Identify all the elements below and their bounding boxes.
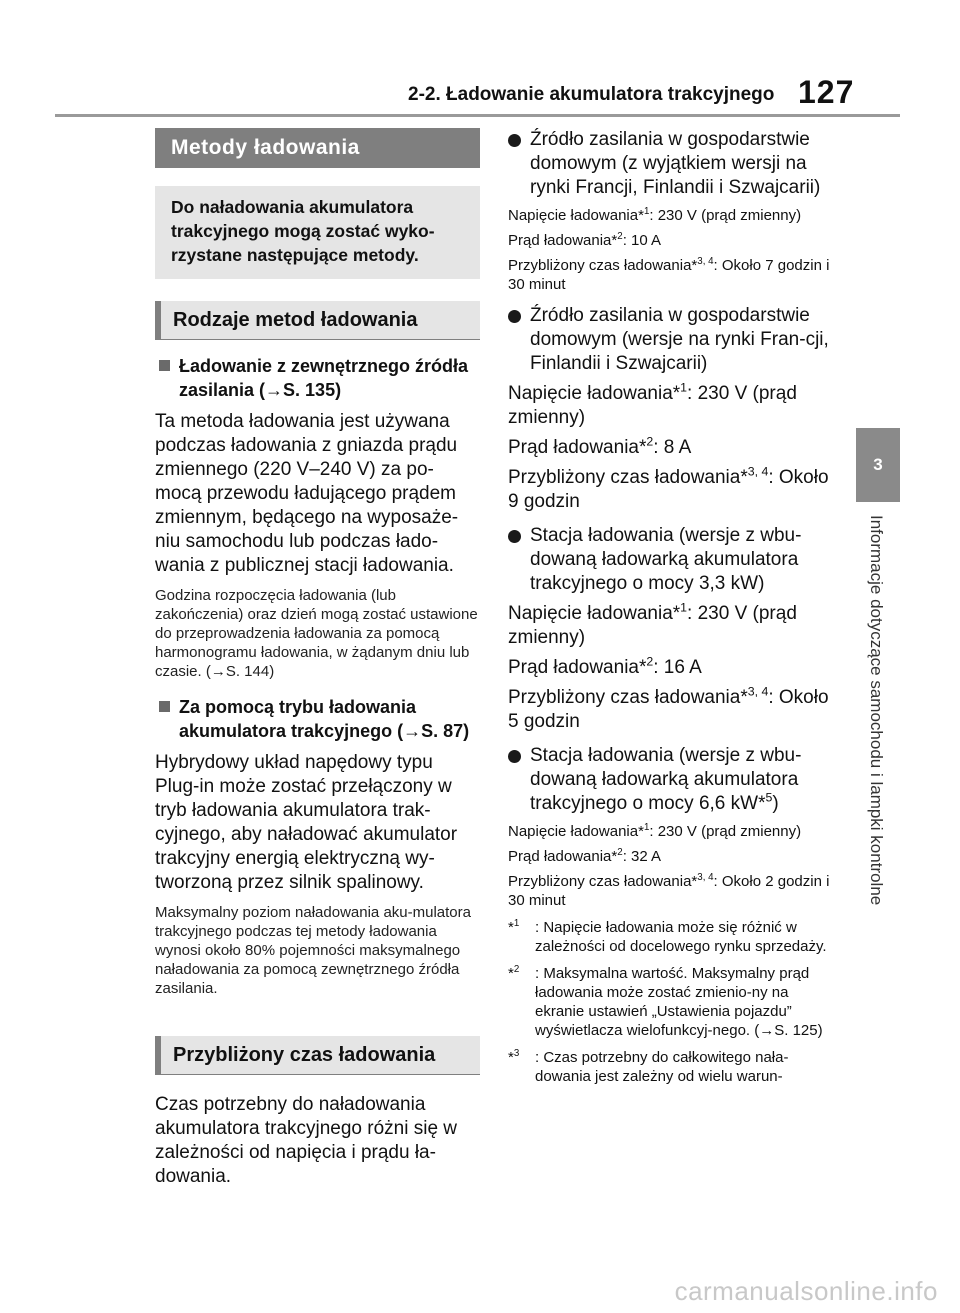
chapter-title: Informacje dotyczące samochodu i lampki kontrolne xyxy=(867,515,886,906)
subsection-title-time: Przybliżony czas ładowania xyxy=(155,1036,480,1075)
bullet-station-6-6kw: Stacja ładowania (wersje z wbu-dowaną ładowarką akumulatora trakcyjnego o mocy 6,6 kW*$^5$) xyxy=(508,744,838,816)
current-line: Prąd ładowania*$^2$: 10 A xyxy=(508,231,662,249)
voltage-line: Napięcie ładowania*$^1$: 230 V (prąd zmienny) xyxy=(508,822,802,840)
method-body-charge-mode: Hybrydowy układ napędowy typu Plug-in może zostać przełączony w tryb ładowania akumulatora trak-cyjnego, aby naładować akumulator trakcyjny energią elektryczną wy-tworzoną przez silnik spalinowy. xyxy=(155,752,458,893)
voltage-line: Napięcie ładowania*$^1$: 230 V (prąd zmienny) xyxy=(508,206,802,224)
bullet-household-2: Źródło zasilania w gospodarstwie domowym (wersje na rynki Fran-cji, Finlandii i Szwajcarii) xyxy=(508,304,838,376)
header-divider xyxy=(55,114,900,117)
bullet-station-3-3kw: Stacja ładowania (wersje z wbu-dowaną ładowarką akumulatora trakcyjnego o mocy 3,3 kW) xyxy=(508,524,838,596)
time-body: Czas potrzebny do naładowania akumulatora trakcyjnego różni się w zależności od napięcia i prądu ła-dowania. xyxy=(155,1094,458,1187)
bullet-household-1: Źródło zasilania w gospodarstwie domowym (z wyjątkiem wersji na rynki Francji, Finlandii i Szwajcarii) xyxy=(508,128,838,200)
voltage-line: Napięcie ładowania*$^1$: 230 V (prąd zmienny) xyxy=(508,380,797,428)
time-line: Przybliżony czas ładowania*$^{3, 4}$: Około 5 godzin xyxy=(508,684,829,732)
left-column xyxy=(155,128,480,1189)
right-column xyxy=(508,124,838,1086)
method-note-external: Godzina rozpoczęcia ładowania (lub zakończenia) oraz dzień mogą zostać ustawione do przeprowadzenia ładowania za pomocą harmonogramu ładowania, w żądanym dniu lub czasie. (→S. 144) xyxy=(155,587,478,680)
method-heading-external[interactable]: Ładowanie z zewnętrznego źródła zasilania (→S. 135) xyxy=(155,354,480,402)
intro-box: Do naładowania akumulatora trakcyjnego mogą zostać wyko-rzystane następujące metody. xyxy=(155,186,480,279)
method-body-external: Ta metoda ładowania jest używana podczas ładowania z gniazda prądu zmiennego (220 V–240 V) za po-mocą przewodu ładującego prądem zmiennym, będącego na wyposaże-niu samochodu lub podczas łado-wania z publicznej stacji ładowania. xyxy=(155,411,459,576)
method-note-charge-mode: Maksymalny poziom naładowania aku-mulatora trakcyjnego podczas tej metody ładowania wynosi około 80% pojemności maksymalnego naładowania za pomocą zewnętrznego źródła zasilania. xyxy=(155,904,471,997)
current-line: Prąd ładowania*$^2$: 32 A xyxy=(508,847,662,865)
footnote: *$^3$ : Czas potrzebny do całkowitego nała-dowania jest zależny od wielu warun- xyxy=(508,1048,789,1085)
subsection-title-methods: Rodzaje metod ładowania xyxy=(155,301,480,340)
running-header: 2-2. Ładowanie akumulatora trakcyjnego xyxy=(408,84,775,105)
time-line: Przybliżony czas ładowania*$^{3, 4}$: Około 7 godzin i 30 minut xyxy=(508,256,830,293)
current-line: Prąd ładowania*$^2$: 16 A xyxy=(508,654,702,678)
voltage-line: Napięcie ładowania*$^1$: 230 V (prąd zmienny) xyxy=(508,600,797,648)
footnote: *$^2$ : Maksymalna wartość. Maksymalny prąd ładowania może zostać zmienio-ny na ekranie ustawień „Ustawienia pojazdu” wyświetlacza wielofunkcyj-nego. (→S. 125) xyxy=(508,964,823,1039)
chapter-tab[interactable]: 3 xyxy=(856,428,900,502)
current-line: Prąd ładowania*$^2$: 8 A xyxy=(508,434,692,458)
footnote: *$^1$ : Napięcie ładowania może się różnić w zależności od docelowego rynku sprzedaży. xyxy=(508,918,827,955)
section-title: Metody ładowania xyxy=(155,128,480,168)
time-line: Przybliżony czas ładowania*$^{3, 4}$: Około 2 godzin i 30 minut xyxy=(508,872,830,909)
time-line: Przybliżony czas ładowania*$^{3, 4}$: Około 9 godzin xyxy=(508,464,829,512)
watermark: carmanualsonline.info xyxy=(674,1276,938,1306)
method-heading-charge-mode[interactable]: Za pomocą trybu ładowania akumulatora trakcyjnego (→S. 87) xyxy=(155,695,480,743)
page-number: 127 xyxy=(798,74,855,110)
